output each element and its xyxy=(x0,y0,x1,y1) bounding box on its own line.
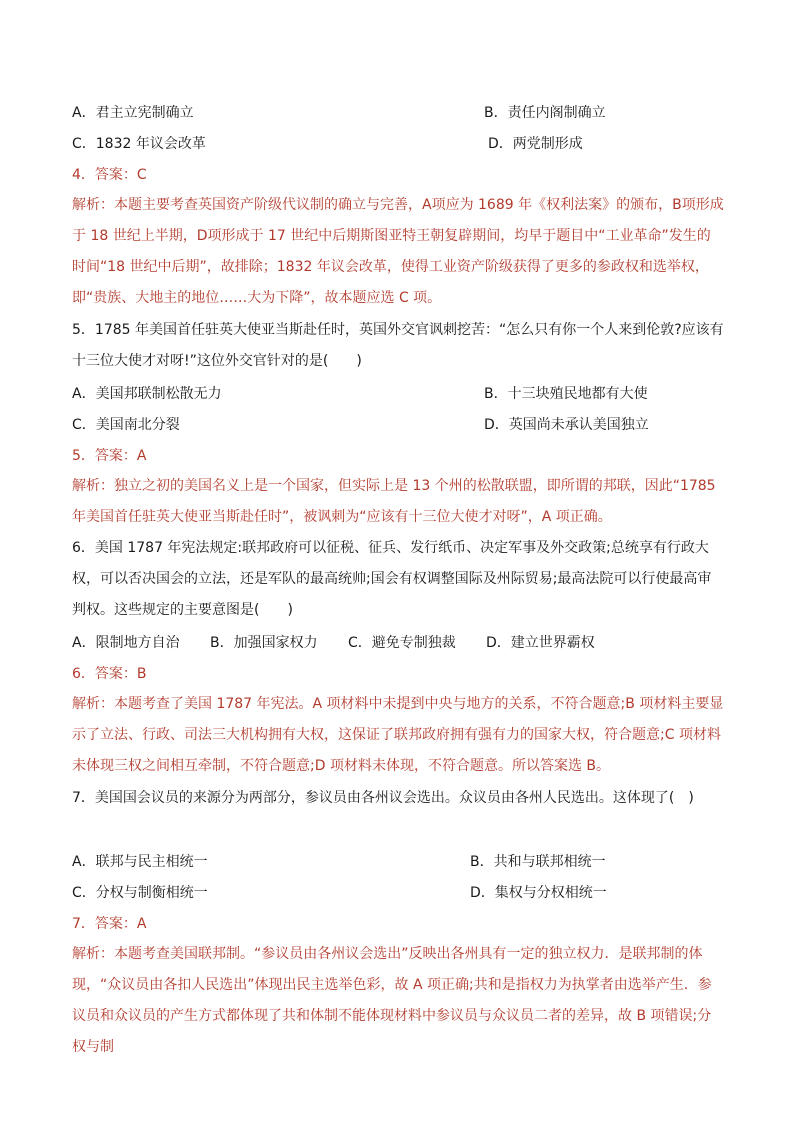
q7-stem: 7．美国国会议员的来源分为两部分，参议员由各州议会选出。众议员由各州人民选出。这体现了( ) xyxy=(72,790,694,806)
q3-option-c: C．1832 年议会改革 xyxy=(72,136,206,152)
q6-stem: 6．美国 1787 年宪法规定:联邦政府可以征税、征兵、发行纸币、决定军事及外交政策;总统享有行政大权，可以否决国会的立法，还是军队的最高统帅;国会有权调整国际及州际贸易;最高法院可以行使最高审判权。这些规定的主要意图是( ) xyxy=(72,540,712,618)
q7-option-c: C．分权与制衡相统一 xyxy=(72,885,208,901)
q4-answer: 4．答案：C xyxy=(72,167,147,183)
q6-explanation: 解析：本题考查了美国 1787 年宪法。A 项材料中未提到中央与地方的关系，不符合题意;B 项材料主要显示了立法、行政、司法三大机构拥有大权，这保证了联邦政府拥有强有力的国家大权，符合题意;C 项材料未体现三权之间相互牵制，不符合题意;D 项材料未体现，不符合题意。所以答案选 B。 xyxy=(72,696,724,774)
q4-explanation: 解析：本题主要考查英国资产阶级代议制的确立与完善，A项应为 1689 年《权利法案》的颁布，B项形成于 18 世纪上半期，D项形成于 17 世纪中后期斯图亚特王朝复辟期间，均早于题目中“工业革命”发生的时间“18 世纪中后期”，故排除；1832 年议会改革，使得工业资产阶级获得了更多的参政权和选举权，即“贵族、大地主的地位……大为下降”，故本题应选 C 项。 xyxy=(72,197,724,306)
q7-option-a: A．联邦与民主相统一 xyxy=(72,854,208,870)
q6-option-c: C．避免专制独裁 xyxy=(348,635,456,651)
q7-answer: 7．答案：A xyxy=(72,916,147,932)
q5-option-b: B．十三块殖民地都有大使 xyxy=(484,386,648,402)
q5-option-d: D．英国尚未承认美国独立 xyxy=(484,417,649,433)
q6-option-b: B．加强国家权力 xyxy=(210,635,318,651)
q7-explanation: 解析：本题考查美国联邦制。“参议员由各州议会选出”反映出各州具有一定的独立权力．是联邦制的体现，“众议员由各扣人民选出”体现出民主选举色彩，故 A 项正确;共和是指权力为执掌者由选举产生．参议员和众议员的产生方式都体现了共和体制不能体现材料中参议员与众议员二者的差异，故 B 项错误;分权与制 xyxy=(72,946,712,1055)
q5-answer: 5．答案：A xyxy=(72,448,147,464)
q5-option-c: C．美国南北分裂 xyxy=(72,417,180,433)
q6-answer: 6．答案：B xyxy=(72,666,147,682)
q7-option-d: D．集权与分权相统一 xyxy=(470,885,607,901)
q5-option-a: A．美国邦联制松散无力 xyxy=(72,386,222,402)
q3-option-b: B．责任内阁制确立 xyxy=(484,105,606,121)
q5-stem: 5．1785 年美国首任驻英大使亚当斯赴任时，英国外交官讽刺挖苦：“怎么只有你一个人来到伦敦?应该有十三位大使才对呀!”这位外交官针对的是( ) xyxy=(72,322,724,369)
q6-option-a: A．限制地方自治 xyxy=(72,635,180,651)
q3-option-d: D．两党制形成 xyxy=(488,136,583,152)
q7-option-b: B．共和与联邦相统一 xyxy=(470,854,606,870)
q6-option-d: D．建立世界霸权 xyxy=(486,635,595,651)
q5-explanation: 解析：独立之初的美国名义上是一个国家，但实际上是 13 个州的松散联盟，即所谓的邦联，因此“1785 年美国首任驻英大使亚当斯赴任时”，被讽刺为“应该有十三位大使才对呀”，A 项正确。 xyxy=(72,478,716,525)
q3-option-a: A．君主立宪制确立 xyxy=(72,105,194,121)
